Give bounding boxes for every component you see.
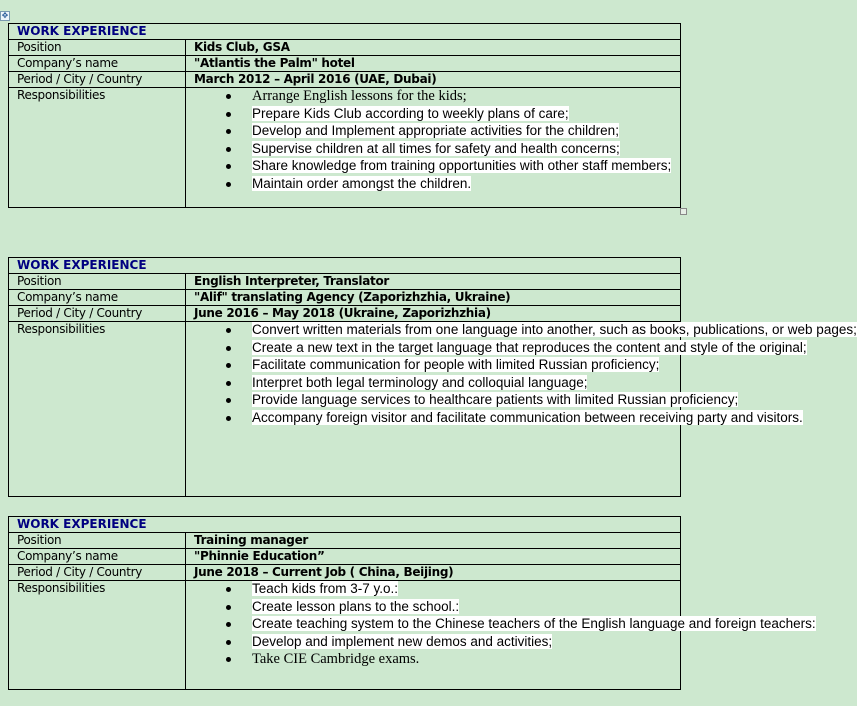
bullet-icon	[226, 147, 231, 152]
row-label: Responsibilities	[9, 322, 186, 497]
table-header-row	[9, 517, 681, 533]
responsibilities-list	[194, 581, 816, 667]
bullet-icon	[226, 363, 231, 368]
list-item: Teach kids from 3-7 y.o.:	[226, 581, 692, 597]
position-value: Kids Club, GSA	[186, 40, 681, 56]
table-row	[9, 72, 681, 88]
list-item: Arrange English lessons for the kids;	[226, 88, 692, 104]
row-label: Period / City / Country	[9, 72, 186, 88]
work-experience-table-3	[8, 516, 816, 690]
responsibilities-list	[194, 88, 680, 192]
company-value: "Atlantis the Palm" hotel	[186, 56, 681, 72]
list-item: Prepare Kids Club according to weekly plans of care;	[226, 106, 692, 122]
bullet-icon	[226, 622, 231, 627]
list-item: Create teaching system to the Chinese teachers of the English language and foreign teachers:	[226, 616, 652, 632]
table-row	[9, 40, 681, 56]
list-item: Facilitate communication for people with limited Russian proficiency;	[226, 357, 692, 373]
bullet-icon	[226, 381, 231, 386]
list-item: Develop and Implement appropriate activities for the children;	[226, 123, 692, 139]
row-label: Period / City / Country	[9, 306, 186, 322]
row-label: Position	[9, 274, 186, 290]
list-item: Maintain order amongst the children.	[226, 176, 692, 192]
table-row	[9, 322, 681, 497]
work-experience-table-2	[8, 257, 857, 497]
bullet-icon	[226, 657, 231, 662]
row-label: Company’s name	[9, 549, 186, 565]
period-value: June 2016 – May 2018 (Ukraine, Zaporizhzhia)	[186, 306, 681, 322]
bullet-icon	[226, 164, 231, 169]
table-row	[9, 306, 681, 322]
row-label: Responsibilities	[9, 581, 186, 690]
period-value: June 2018 – Current Job ( China, Beijing)	[186, 565, 681, 581]
table-row	[9, 581, 681, 690]
position-value: Training manager	[186, 533, 681, 549]
list-item: Develop and implement new demos and activities;	[226, 634, 692, 650]
table-row	[9, 290, 681, 306]
company-value: "Alif" translating Agency (Zaporizhzhia, Ukraine)	[186, 290, 681, 306]
responsibilities-cell	[186, 88, 681, 208]
responsibilities-list	[194, 322, 857, 426]
bullet-icon	[226, 640, 231, 645]
section-title: WORK EXPERIENCE	[9, 24, 681, 40]
responsibilities-cell	[186, 581, 816, 690]
list-item: Provide language services to healthcare patients with limited Russian proficiency;	[226, 392, 632, 408]
bullet-icon	[226, 182, 231, 187]
list-item: Create lesson plans to the school.:	[226, 599, 692, 615]
bullet-icon	[226, 398, 231, 403]
list-item: Accompany foreign visitor and facilitate communication between receiving party and visitors.	[226, 410, 662, 426]
work-experience-table-1	[8, 23, 681, 208]
list-item: Supervise children at all times for safety and health concerns;	[226, 141, 692, 157]
row-label: Company’s name	[9, 290, 186, 306]
position-value: English Interpreter, Translator	[186, 274, 681, 290]
bullet-icon	[226, 94, 231, 99]
table-row	[9, 274, 681, 290]
table-header-row	[9, 258, 681, 274]
bullet-icon	[226, 587, 231, 592]
list-item: Share knowledge from training opportunities with other staff members;	[226, 158, 632, 174]
bullet-icon	[226, 129, 231, 134]
table-row	[9, 88, 681, 208]
table-row	[9, 549, 681, 565]
responsibilities-cell	[186, 322, 857, 497]
section-title: WORK EXPERIENCE	[9, 517, 681, 533]
row-label: Position	[9, 40, 186, 56]
company-value: "Phinnie Education”	[186, 549, 681, 565]
table-row	[9, 565, 681, 581]
table-move-handle-icon[interactable]: ✥	[1, 11, 9, 20]
list-item: Interpret both legal terminology and colloquial language;	[226, 375, 692, 391]
table-row	[9, 56, 681, 72]
section-title: WORK EXPERIENCE	[9, 258, 681, 274]
bullet-icon	[226, 328, 231, 333]
list-item: Take CIE Cambridge exams.	[226, 651, 692, 667]
list-item: Create a new text in the target language that reproduces the content and style of the original;	[226, 340, 682, 356]
row-label: Position	[9, 533, 186, 549]
row-label: Company’s name	[9, 56, 186, 72]
table-header-row	[9, 24, 681, 40]
bullet-icon	[226, 416, 231, 421]
period-value: March 2012 – April 2016 (UAE, Dubai)	[186, 72, 681, 88]
row-label: Responsibilities	[9, 88, 186, 208]
list-item: Convert written materials from one language into another, such as books, publications, or web pages;	[226, 322, 672, 338]
bullet-icon	[226, 605, 231, 610]
row-label: Period / City / Country	[9, 565, 186, 581]
table-resize-handle-icon[interactable]	[680, 208, 687, 215]
bullet-icon	[226, 112, 231, 117]
bullet-icon	[226, 346, 231, 351]
table-row	[9, 533, 681, 549]
